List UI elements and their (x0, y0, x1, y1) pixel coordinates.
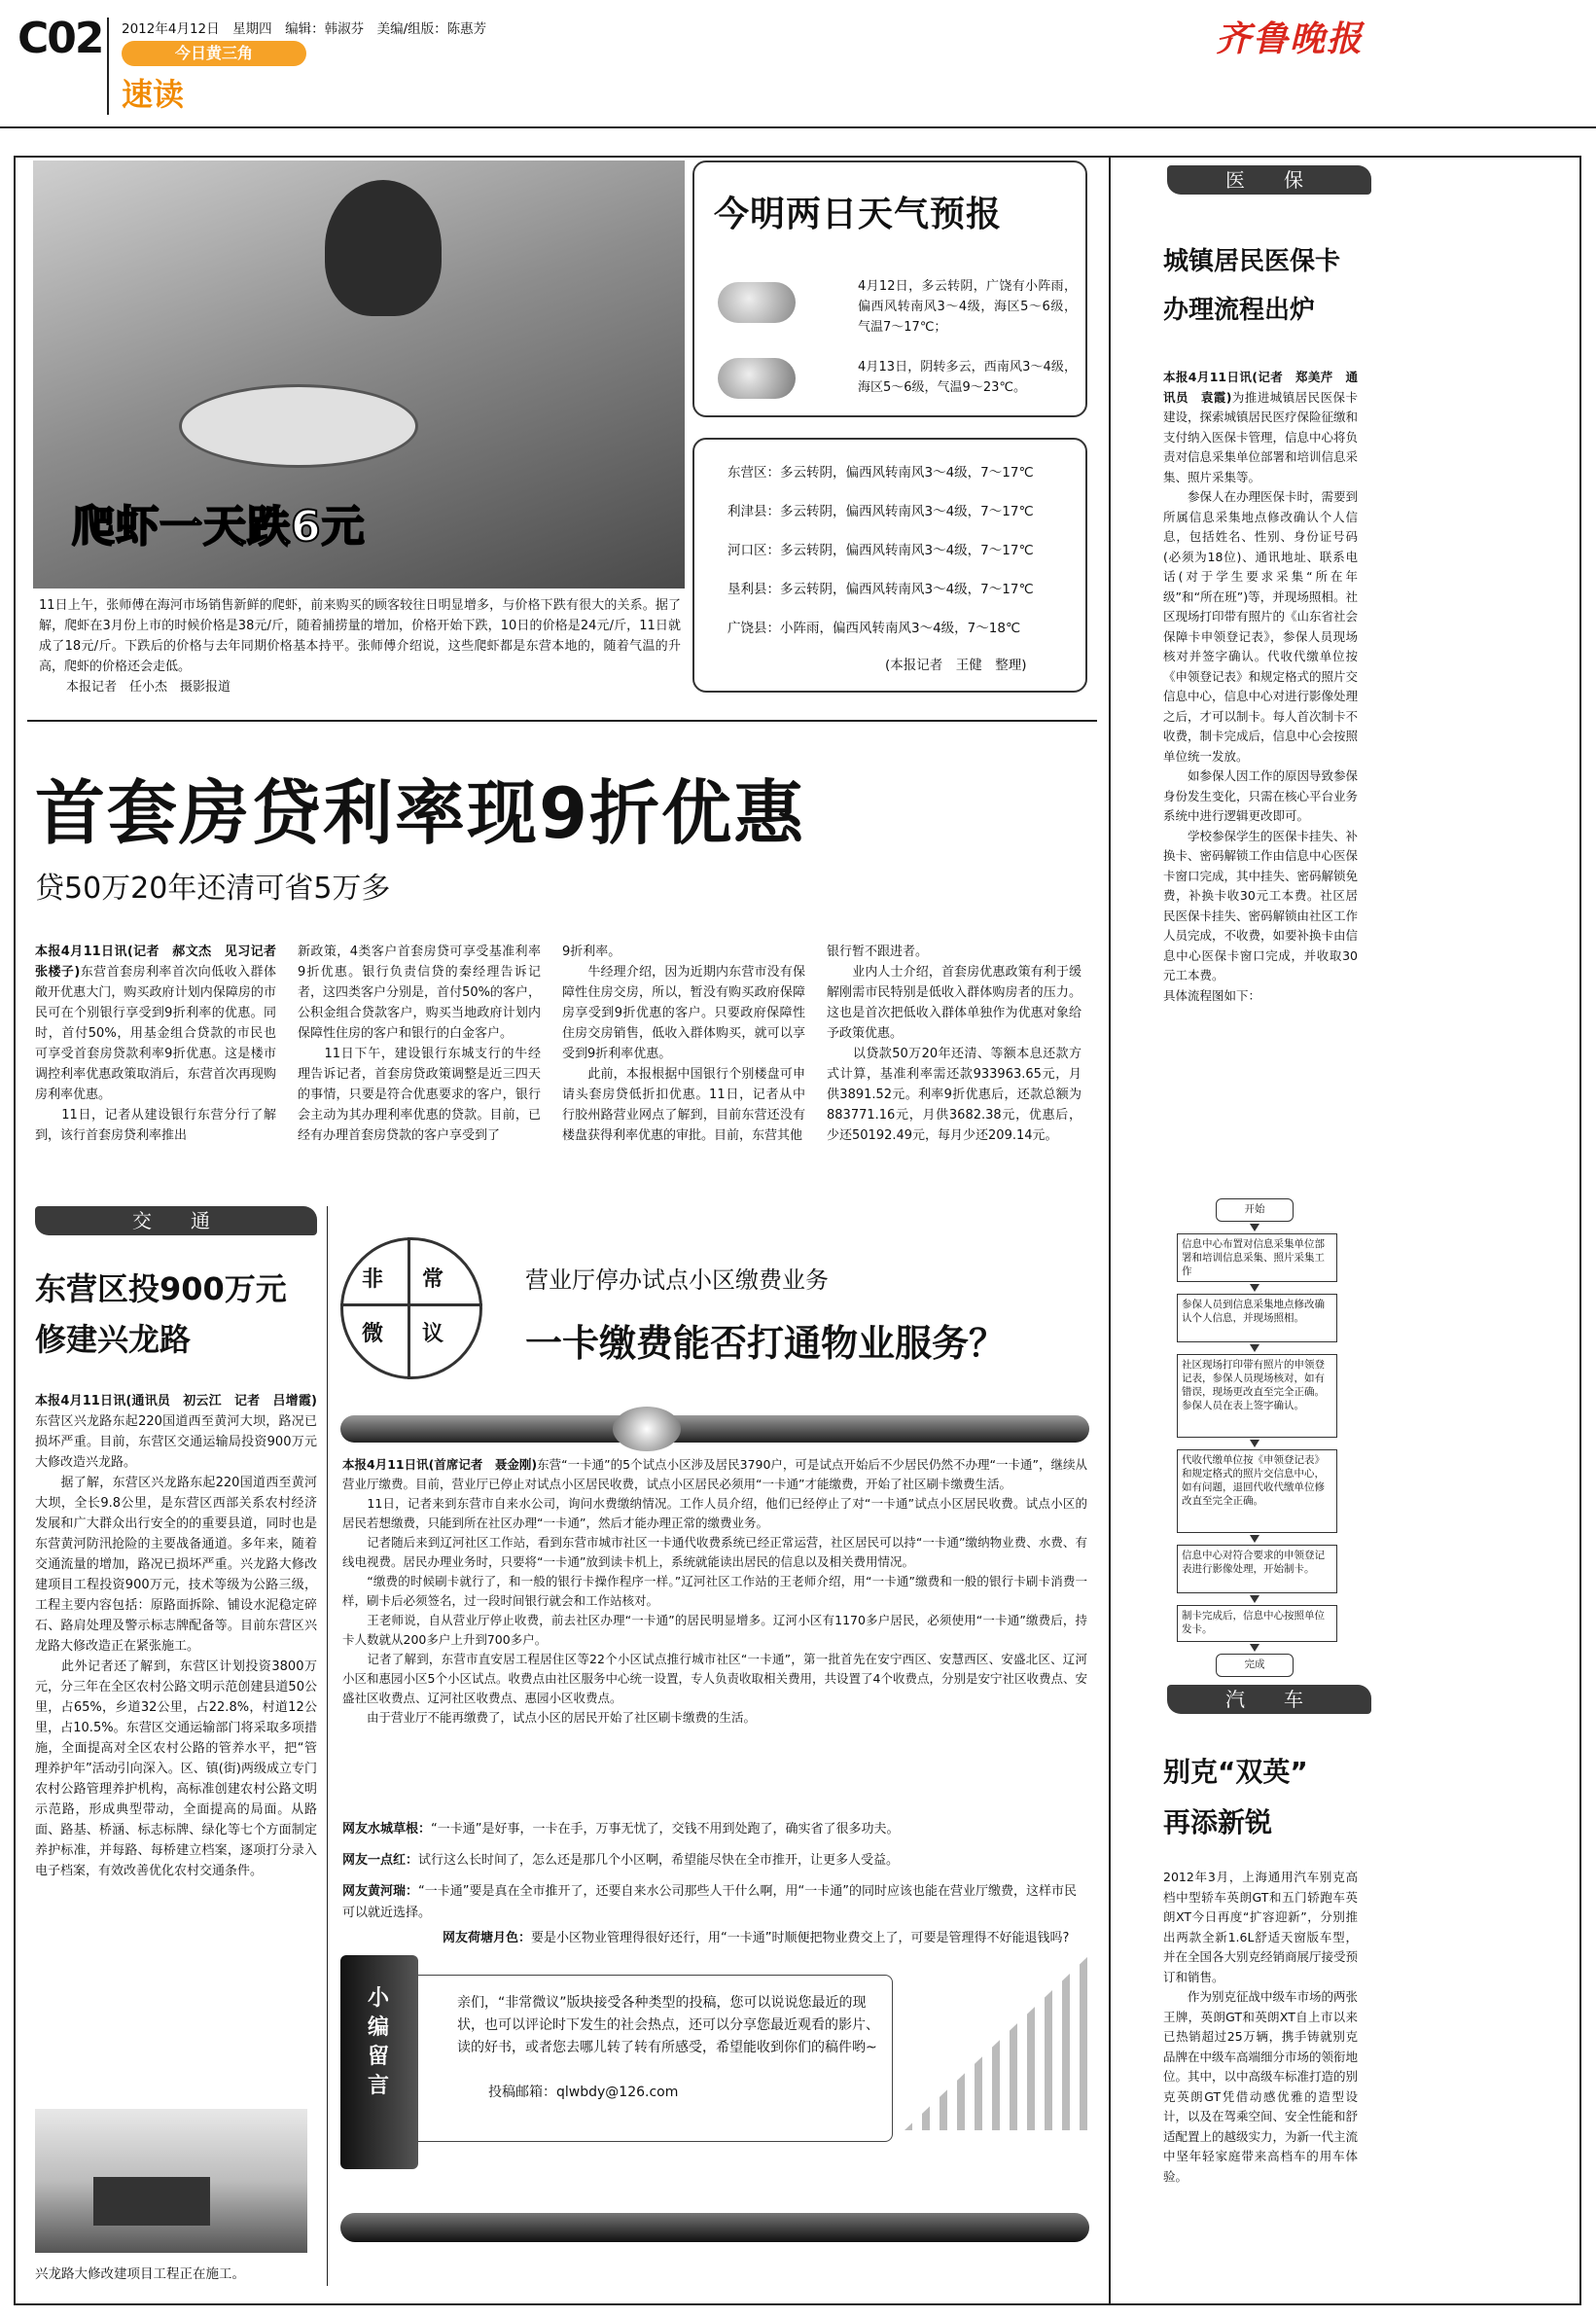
lead-byline: 本报4月11日讯(记者 郝文杰 见习记者 张楼子) (35, 945, 290, 980)
road-photo-caption: 兴龙路大修改建项目工程正在施工。 (35, 2266, 245, 2282)
shrimp-photo (33, 160, 685, 588)
page-number: C02 (18, 14, 103, 63)
medical-byline: 本报4月11日讯(记者 郑美芹 通讯员 袁霞) (1163, 370, 1358, 405)
feature-logo-cross-h (340, 1303, 482, 1306)
flow-end: 完成 (1216, 1654, 1294, 1677)
county-dongying: 东营区：多云转阴，偏西风转南风3～4级，7～17℃ (727, 465, 1034, 481)
medical-body (1163, 368, 1358, 1006)
editor-email: 投稿邮箱：qlwbdy@126.com (488, 2085, 679, 2100)
traffic-body (35, 1391, 317, 1881)
weather-day1: 4月12日，多云转阴，广饶有小阵雨，偏西风转南风3～4级，海区5～6级，气温7～17℃； (858, 279, 1077, 335)
lead-col1-text: 东营首套房利率首次向低收入群体敞开优惠大门，购买政府计划内保障房的市民可在个别银行享受到9折利率的优惠。同时，首付50%，用基金组合贷款的市民也可享受首套房贷款利率9折优惠。这是楼市调控利率优惠政策取消后，东营首次再现购房利率优惠。 11日，记者从建设银行东营分行了解到，该行首套房贷利率推出 (35, 965, 276, 1143)
feature-logo-cloud (340, 1237, 482, 1379)
comment-2 (342, 1850, 1087, 1872)
medical-tag: 医 保 (1167, 165, 1371, 195)
comment-1 (342, 1819, 1087, 1840)
feature-body-text: 东营“一卡通”的5个试点小区涉及居民3790户，可是试点开始后不少居民仍然不办理“一卡通”，继续从营业厅缴费。目前，营业厅已停止对试点小区居民收费，试点小区居民必须用“一卡通”才能缴费，开始了社区刷卡缴费生活。 11日，记者来到东营市自来水公司，询问水费缴纳情况。工作人员介绍，他们已经停止了对“一卡通”试点小区居民收费。试点小区的居民若想缴费，只能到所在社区办理“一卡通”，然后才能办理正常的缴费业务。 记者随后来到辽河社区工作站，看到东营市城市社区一卡通代收费系统已经正常运营，社区居民可以持“一卡通”缴纳物业费、水费、有线电视费。居民办理业务时，只要将“一卡通”放到读卡机上，系统就能读出居民的信息以及相关费用情况。 “缴费的时候刷卡就行了，和一般的银行卡操作程序一样。”辽河社区工作站的王老师介绍，用“一卡通”缴费和一般的银行卡刷卡消费一样，刷卡后必须签名，过一段时间银行就会和工作站核对。 王老师说，自从营业厅停止收费，前去社区办理“一卡通”的居民明显增多。辽河小区有1170多户居民，必须使用“一卡通”缴费后，持卡人数就从200多户上升到700多户。 记者了解到，东营市直安居工程居住区等22个小区试点推行城市社区“一卡通”，第一批首先在安宁西区、安慧西区、安盛北区、辽河小区和惠园小区5个小区试点。收费点由社区服务中心统一设置，专人负责收取相关费用，共设置了4个收费点，分别是安宁社区收费点、安盛社区收费点、辽河社区收费点、惠园小区收费点。 由于营业厅不能再缴费了，试点小区的居民开始了社区刷卡缴费的生活。 (342, 1457, 1087, 1725)
weather-title: 今明两日天气预报 (714, 195, 1003, 234)
photo-credit: 本报记者 任小杰 摄影报道 (66, 680, 231, 695)
lead-col2: 新政策，4类客户首套房贷可享受基准利率9折优惠。银行负责信贷的秦经理告诉记者，这四类客户分别是，首付50%的客户，公积金组合贷款客户，购买当地政府计划内保障性住房的客户和银行的白金客户。 11日下午，建设银行东城支行的牛经理告诉记者，首套房贷政策调整是近三四天的事情，只要是符合优惠要求的客户，银行会主动为其办理利率优惠的贷款。目前，已经有办理首套房贷款的客户享受到了 (298, 945, 541, 1143)
lead-col3: 9折利率。 牛经理介绍，因为近期内东营市没有保障性住房交房，所以，暂没有购买政府保障房享受到9折优惠的客户。只要政府保障性住房交房销售，低收入群体购买，就可以享受到9折利率优惠。 此前，本报根据中国银行个别楼盘可申请头套房贷低折扣优惠。11日，记者从中行胶州路营业网点了解到，目前东营还没有楼盘获得利率优惠的审批。目前，东营其他 (562, 945, 805, 1143)
traffic-body-text: 东营区兴龙路东起220国道西至黄河大坝，路况已损坏严重。目前，东营区交通运输局投资900万元大修改造兴龙路。 据了解，东营区兴龙路东起220国道西至黄河大坝，全长9.8公里，是东营区西部关系农村经济发展和广大群众出行安全的的重要县道，同时也是东营黄河防汛抢险的主要战备通道。多年来，随着交通流量的增加，路况已损坏严重。兴龙路大修改建项目工程投资900万元，技术等级为公路三级，工程主要内容包括：原路面拆除、铺设水泥稳定碎石、路肩处理及警示标志牌配备等。目前东营区兴龙路大修改造正在紧张施工。 此外记者还了解到，东营区计划投资3800万元，分三年在全区农村公路文明示范创建县道50公里，占65%，乡道32公里，占22.8%，村道12公里，占10.5%。东营区交通运输部门将采取多项措施，全面提高对全区农村公路的管养水平，把“管理养护年”活动引向深入。区、镇(街)两级成立专门农村公路管理养护机构，高标准创建农村公路文明示范路，形成典型带动，全面提高的局面。从路面、路基、桥涵、标志标牌、绿化等七个方面制定养护标准，并每路、每桥建立档案，逐项打分录入电子档案，有效改善优化农村交通条件。 (35, 1414, 317, 1878)
medical-headline-1: 城镇居民医保卡 (1163, 247, 1341, 276)
feature-headline: 一卡缴费能否打通物业服务？ (525, 1322, 1007, 1365)
auto-tag: 汽 车 (1167, 1685, 1371, 1714)
right-column-rule (1109, 156, 1111, 2305)
comment-4 (443, 1928, 1084, 1949)
flow-step-1: 信息中心布置对信息采集单位部署和培训信息采集、照片采集工作 (1177, 1233, 1337, 1282)
photo-basket (179, 384, 418, 468)
flow-arrow-7 (1250, 1644, 1259, 1652)
lead-col1 (35, 942, 290, 1146)
editor-tab-title: 小编留言 (368, 1986, 390, 2098)
traffic-headline-2: 修建兴龙路 (35, 1321, 192, 1358)
weather-day2: 4月13日，阴转多云，西南风3～4级，海区5～6级，气温9～23℃。 (858, 360, 1077, 395)
feature-logo-char-3: 微 (362, 1322, 384, 1346)
medical-body-text: 为推进城镇居民医保卡建设，探索城镇居民医疗保险征缴和支付纳入医保卡管理，信息中心将负责对信息采集单位部署和培训信息采集、照片采集等。 参保人在办理医保卡时，需要到所属信息采集地点修改确认个人信息，包括姓名、性别、身份证号码(必须为18位)、通讯地址、联系电话(对于学生要求采集“所在年级”和“所在班”)等，并现场照相。社区现场打印带有照片的《山东省社会保障卡申领登记表》，参保人员现场核对并签字确认。代收代缴单位按《申领登记表》和规定格式的照片交信息中心，信息中心对进行影像处理之后，才可以制卡。每人首次制卡不收费，制卡完成后，信息中心会按照单位统一发放。 如参保人因工作的原因导致参保身份发生变化，只需在核心平台业务系统中进行逻辑更改即可。 学校参保学生的医保卡挂失、补换卡、密码解锁工作由信息中心医保卡窗口完成，其中挂失、密码解锁免费，补换卡收30元工本费。社区居民医保卡挂失、密码解锁由社区工作人员完成，不收费，如要补换卡由信息中心医保卡窗口完成，并收取30元工本费。 (1163, 389, 1359, 982)
comment-4-user: 网友荷塘月色： (443, 1931, 532, 1945)
medical-flow-intro: 具体流程图如下： (1163, 987, 1261, 1003)
edition-meta: 2012年4月12日 星期四 编辑：韩淑芬 美编/组版：陈惠芳 (122, 21, 487, 37)
lead-col4: 银行暂不跟进者。 业内人士介绍，首套房优惠政策有利于缓解刚需市民特别是低收入群体购房者的压力。这也是首次把低收入群体单独作为优惠对象给予政策优惠。 以贷款50万20年还清、等额本息还款方式计算，基准利率需还款933963.65元，月供3891.52元。利率9折优惠后，还款总额为883771.16元，月供3682.38元，优惠后，少还50192.49元，每月少还209.14元。 (827, 945, 1082, 1143)
flow-step-6: 制卡完成后，信息中心按照单位发卡。 (1177, 1605, 1337, 1642)
flow-step-4: 代收代缴单位按《申领登记表》和规定格式的照片交信息中心，如有问题，退回代收代缴单位修改直至完全正确。 (1177, 1449, 1337, 1533)
flow-start: 开始 (1216, 1198, 1294, 1222)
flow-arrow-2 (1250, 1284, 1259, 1292)
lead-subhead: 贷50万20年还清可省5万多 (35, 872, 391, 906)
flow-step-5: 信息中心对符合要求的申领登记表进行影像处理，开始制卡。 (1177, 1545, 1337, 1593)
editor-message: 亲们，“非常微议”版块接受各种类型的投稿，您可以说说您最近的现状，也可以评论时下发生的社会热点，还可以分享您最近观看的影片、读的好书，或者您去哪儿转了转有所感受，希望能收到你们的稿件哟~ (457, 1995, 879, 2055)
section-name: 速读 (122, 76, 185, 113)
county-kenli: 垦利县：多云转阴，偏西风转南风3～4级，7～17℃ (727, 582, 1034, 597)
county-guangrao: 广饶县：小阵雨，偏西风转南风3～4级，7～18℃ (727, 621, 1021, 636)
feature-logo-char-1: 非 (362, 1267, 384, 1292)
comment-4-text: 要是小区物业管理得很好还行，用“一卡通”时顺便把物业费交上了，可要是管理得不好能退钱吗? (531, 1931, 1070, 1945)
photo-rule (27, 720, 1097, 722)
flow-step-2: 参保人员到信息采集地点修改确认个人信息，并现场照相。 (1177, 1294, 1337, 1342)
feature-banner-bar (340, 1415, 1089, 1443)
comment-3-text: “一卡通”要是真在全市推开了，还要自来水公司那些人干什么啊，用“一卡通”的同时应该也能在营业厅缴费，这样市民可以就近选择。 (342, 1884, 1077, 1920)
road-photo (35, 2109, 307, 2253)
traffic-byline: 本报4月11日讯(通讯员 初云江 记者 吕增霞) (35, 1394, 317, 1409)
lead-headline: 首套房贷利率现9折优惠 (35, 772, 806, 854)
feature-comments (342, 1819, 1087, 1924)
county-weather-list (727, 453, 1034, 648)
traffic-headline-1: 东营区投900万元 (35, 1270, 287, 1307)
weather-credit: (本报记者 王健 整理) (885, 658, 1027, 673)
feature-logo-char-4: 议 (422, 1322, 444, 1346)
feature-banner-knob (613, 1407, 681, 1451)
flow-arrow-6 (1250, 1595, 1259, 1603)
traffic-tag: 交 通 (35, 1206, 317, 1235)
cloud-rain-icon (718, 358, 796, 399)
auto-headline-1: 别克“双英” (1163, 1756, 1308, 1788)
comment-1-user: 网友水城草根： (342, 1822, 432, 1837)
medical-headline-2: 办理流程出炉 (1163, 296, 1316, 325)
flow-arrow-3 (1250, 1344, 1259, 1352)
masthead-rule (0, 126, 1596, 128)
comment-3-user: 网友黄河瑞： (342, 1884, 419, 1899)
road-photo-machine (93, 2177, 210, 2226)
feature-logo-cross-v (408, 1237, 410, 1379)
county-lijin: 利津县：多云转阴，偏西风转南风3～4级，7～17℃ (727, 504, 1034, 519)
feature-bottom-bar (340, 2213, 1089, 2242)
comment-3 (342, 1881, 1087, 1924)
photo-figure (325, 180, 442, 316)
county-hekou: 河口区：多云转阴，偏西风转南风3～4级，7～17℃ (727, 543, 1034, 558)
photo-caption: 11日上午，张师傅在海河市场销售新鲜的爬虾，前来购买的顾客较往日明显增多，与价格下跌有很大的关系。据了解，爬虾在3月份上市的时候价格是38元/斤，随着捕捞量的增加，价格开始下跌，10日的价格是24元/斤，11日就成了18元/斤。下跌后的价格与去年同期价格基本持平。张师傅介绍说，这些爬虾都是东营本地的，随着气温的升高，爬虾的价格还会走低。 (39, 598, 681, 674)
flow-step-3: 社区现场打印带有照片的申领登记表，参保人员现场核对，如有错误，现场更改直至完全正确。参保人员在表上签字确认。 (1177, 1354, 1337, 1438)
masthead-rule-vertical (107, 18, 109, 115)
cloud-icon (718, 282, 796, 323)
comment-2-user: 网友一点红： (342, 1853, 419, 1868)
auto-headline-2: 再添新锐 (1163, 1806, 1273, 1838)
section-tag-label: 今日黄三角 (174, 44, 253, 62)
flow-arrow-1 (1250, 1224, 1259, 1231)
paper-logo: 齐鲁晚报 (1216, 18, 1365, 59)
traffic-column-rule (327, 1206, 328, 2286)
flow-arrow-4 (1250, 1440, 1259, 1447)
feature-kicker: 营业厅停办试点小区缴费业务 (525, 1266, 829, 1294)
feature-byline: 本报4月11日讯(首席记者 聂金刚) (342, 1457, 538, 1472)
feature-logo-char-2: 常 (422, 1267, 444, 1292)
feature-body (342, 1455, 1087, 1728)
comment-2-text: 试行这么长时间了，怎么还是那几个小区啊，希望能尽快在全市推开，让更多人受益。 (418, 1853, 900, 1868)
comment-1-text: “一卡通”是好事，一卡在手，万事无忧了，交钱不用到处跑了，确实省了很多功夫。 (431, 1822, 900, 1837)
auto-body: 2012年3月，上海通用汽车别克高档中型轿车英朗GT和五门轿跑车英朗XT今日再度“扩容迎新”，分别推出两款全新1.6L舒适天窗版车型，并在全国各大别克经销商展厅接受预订和销售。 作为别克征战中级车市场的两张王牌，英朗GT和英朗XT自上市以来已热销超过25万辆，携手铸就别克品牌在中级车高端细分市场的领衔地位。其中，以中高级车标准打造的别克英朗GT凭借动感优雅的造型设计，以及在驾乘空间、安全性能和舒适配置上的越级实力，为新一代主流中坚年轻家庭带来高档车的用车体验。 (1163, 1870, 1359, 2184)
photo-headline: 爬虾一天跌6元 (72, 502, 366, 552)
flow-arrow-5 (1250, 1535, 1259, 1543)
